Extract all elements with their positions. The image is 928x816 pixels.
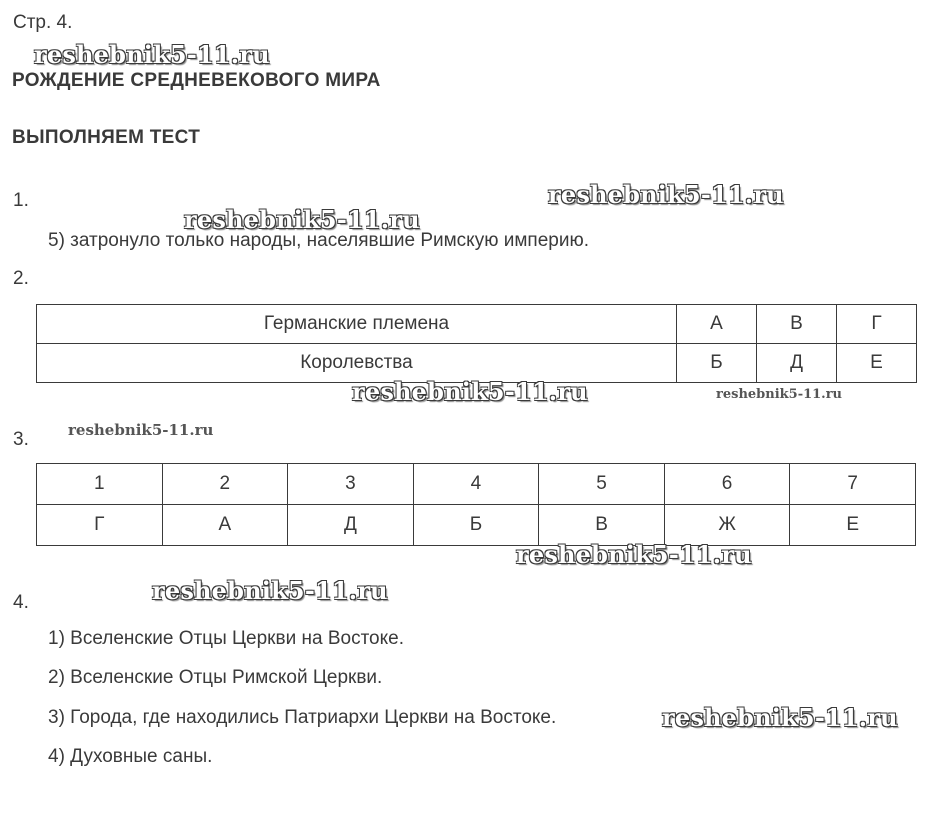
table-cell: Е [790,505,916,546]
table-cell: А [162,505,288,546]
watermark: reshebnik5-11.ru [152,576,388,605]
table-row [37,505,916,546]
list-item: 4) Духовные саны. [48,746,213,767]
table-cell: Г [837,305,917,344]
watermark: reshebnik5-11.ru [34,40,270,69]
question-4-number: 4. [13,592,29,613]
table-header-cell: 6 [664,464,790,505]
table-header-cell: 7 [790,464,916,505]
watermark: reshebnik5-11.ru [352,377,588,406]
table-row [37,305,917,344]
table-header-cell: 2 [162,464,288,505]
watermark: reshebnik5-11.ru [184,205,420,234]
section-subtitle: ВЫПОЛНЯЕМ ТЕСТ [12,127,201,148]
question-2-table [36,304,917,383]
table-cell-label: Германские племена [37,305,677,344]
list-item: 1) Вселенские Отцы Церкви на Востоке. [48,628,404,649]
table-cell: Д [288,505,414,546]
table-cell-label: Королевства [37,344,677,383]
question-2-number: 2. [13,268,29,289]
question-1-number: 1. [13,190,29,211]
table-cell: В [757,305,837,344]
table-cell: Е [837,344,917,383]
table-cell: Б [677,344,757,383]
table-header-cell: 4 [413,464,539,505]
table-header-cell: 1 [37,464,163,505]
table-cell: Д [757,344,837,383]
page-title: РОЖДЕНИЕ СРЕДНЕВЕКОВОГО МИРА [12,70,381,91]
list-item: 2) Вселенские Отцы Римской Церкви. [48,667,383,688]
table-row [37,464,916,505]
table-cell: В [539,505,665,546]
table-cell: А [677,305,757,344]
table-header-cell: 5 [539,464,665,505]
watermark: reshebnik5-11.ru [716,387,843,402]
watermark: reshebnik5-11.ru [516,540,752,569]
question-3-table [36,463,916,546]
table-cell: Ж [664,505,790,546]
table-cell: Г [37,505,163,546]
question-3-number: 3. [13,429,29,450]
watermark: reshebnik5-11.ru [662,703,898,732]
page-number: Стр. 4. [13,12,73,33]
watermark: reshebnik5-11.ru [548,180,784,209]
table-header-cell: 3 [288,464,414,505]
watermark: reshebnik5-11.ru [68,421,214,439]
list-item: 3) Города, где находились Патриархи Церкви на Востоке. [48,707,557,728]
table-cell: Б [413,505,539,546]
question-1-answer: 5) затронуло только народы, населявшие Римскую империю. [48,230,589,251]
